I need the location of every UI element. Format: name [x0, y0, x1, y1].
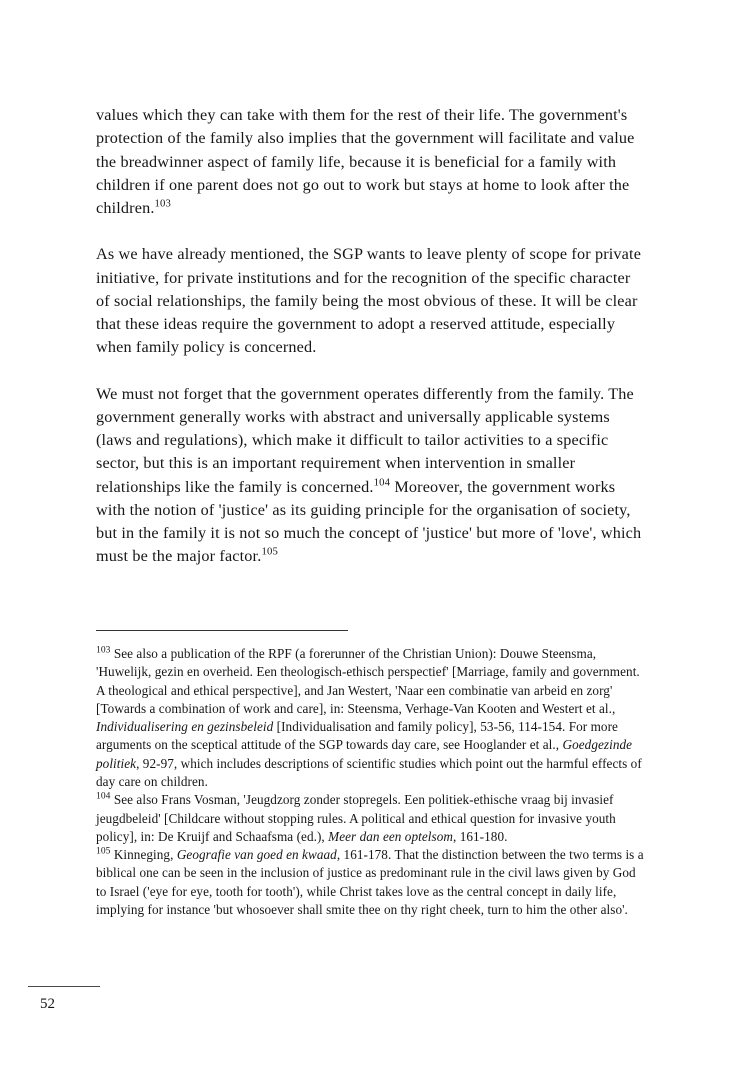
footnote-104-part-1: Meer dan een optelsom	[328, 828, 453, 844]
paragraph-2-text: As we have already mentioned, the SGP wants to leave plenty of scope for private initiative, for private institutions and for the recognition of the specific character of social relationships, the family being the most obvious of these. It will be clear that these ideas require the government to adopt a reserved attitude, especially when family policy is concerned.	[96, 245, 642, 357]
paragraph-1	[96, 104, 642, 220]
footnote-105-part-1: Geografie van goed en kwaad	[176, 847, 337, 863]
footnote-103-part-3: Goedgezinde politiek	[96, 737, 633, 771]
footnote-104	[96, 791, 644, 846]
footnote-105-part-2: , 161-178. That the distinction between the two terms is a biblical one can be seen in the inclusion of justice as predominant rule in the civil laws given by God to Israel ('eye for eye, tooth for tooth'), while Christ takes love as the central concept in daily life, implying for instance 'but whosoever shall smite thee on thy right cheek, turn to him the other also'.	[96, 847, 644, 917]
paragraph-2	[96, 243, 642, 359]
page-number: 52	[40, 996, 55, 1012]
footnote-105-marker: 105	[96, 846, 111, 857]
footnote-103-part-1: Individualisering en gezinsbeleid	[96, 719, 274, 735]
paragraph-3-text-b: Moreover, the government works with the notion of 'justice' as its guiding principle for the organisation of society, but in the family it is not so much the concept of 'justice' but more of 'love', which must be the major factor.	[96, 477, 642, 566]
footnote-103-marker: 103	[96, 645, 111, 656]
footnote-104-part-2: , 161-180.	[452, 828, 508, 844]
footnote-103-part-2: [Individualisation and family policy], 53-56, 114-154. For more arguments on the sceptical attitude of the SGP towards day care, see Hooglander et al.,	[96, 719, 618, 753]
footnote-105-part-0: Kinneging,	[113, 847, 177, 863]
paragraph-3-text-a: We must not forget that the government operates differently from the family. The government generally works with abstract and universally applicable systems (laws and regulations), which make it difficult to tailor activities to a specific sector, but this is an important requirement when intervention in smaller relationships like the family is concerned.	[96, 384, 634, 496]
footnote-ref-103[interactable]: 103	[154, 197, 172, 210]
footnotes-block	[96, 645, 644, 919]
footnote-ref-105[interactable]: 105	[261, 545, 278, 558]
footnote-104-part-0: See also Frans Vosman, 'Jeugdzorg zonder stopregels. Een politiek-ethische vraag bij invasief jeugdbeleid' [Childcare without stopping rules. A political and ethical question for invasive youth policy], in: De Kruijf and Schaafsma (ed.),	[96, 792, 616, 844]
paragraph-3	[96, 383, 642, 569]
footnote-104-marker: 104	[96, 791, 111, 802]
footnote-105	[96, 846, 644, 919]
footnote-ref-104[interactable]: 104	[373, 476, 391, 489]
footnote-103-part-4: , 92-97, which includes descriptions of scientific studies which point out the harmful effects of day care on children.	[96, 755, 642, 789]
footnote-103	[96, 645, 644, 791]
paragraph-1-text: values which they can take with them for the rest of their life. The government's protection of the family also implies that the government will facilitate and value the breadwinner aspect of family life, because it is beneficial for a family with children if one parent does not go out to work but stays at home to look after the children.	[96, 106, 635, 217]
page-number-rule	[28, 986, 100, 987]
footnote-separator-rule	[96, 630, 348, 631]
body-text-block	[96, 104, 642, 569]
footnote-103-part-0: See also a publication of the RPF (a forerunner of the Christian Union): Douwe Steensma, 'Huwelijk, gezin en overheid. Een theologisch-ethisch perspectief' [Marriage, family and government. A theological and ethical perspective], and Jan Westert, 'Naar een combinatie van arbeid en zorg' [Towards a combination of work and care], in: Steensma, Verhage-Van Kooten and Westert et al.,	[96, 646, 640, 716]
